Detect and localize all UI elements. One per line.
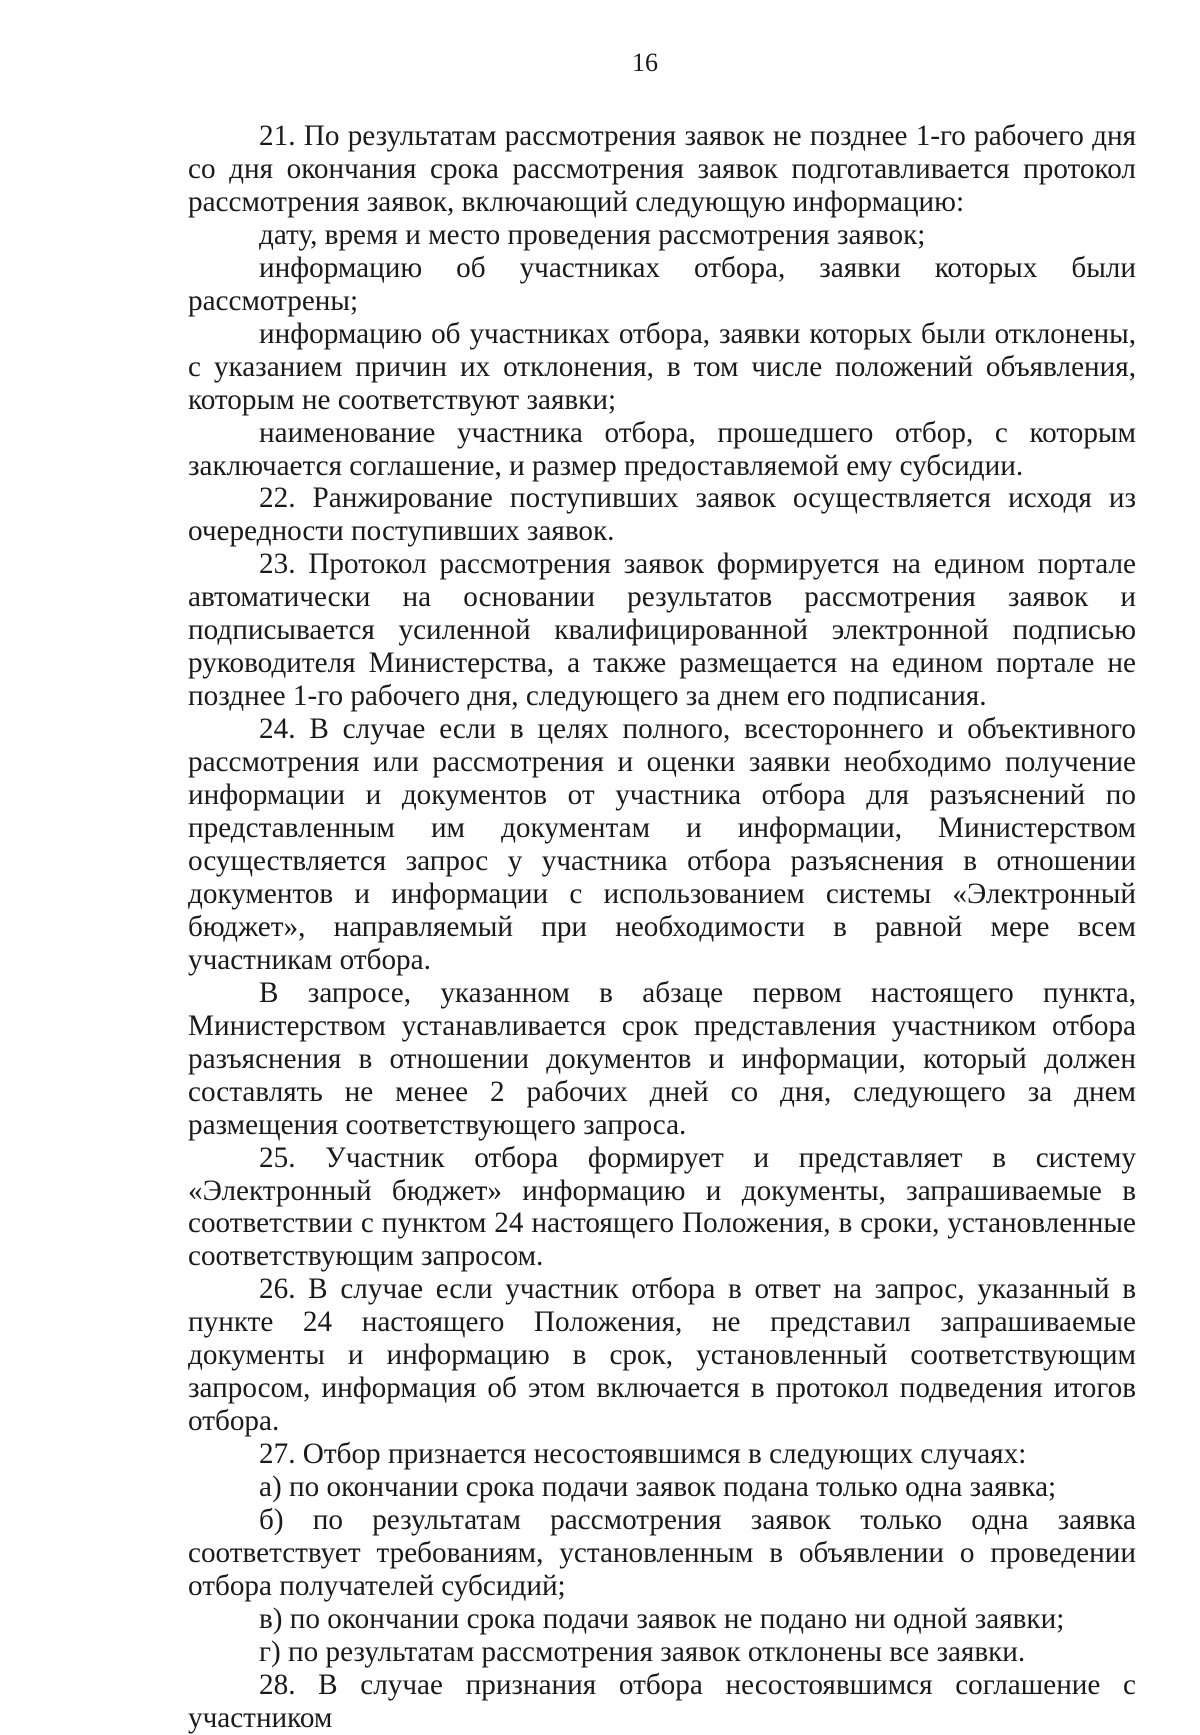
list-item-rejected-participants: информацию об участниках отбора, заявки которых были отклонены, с указанием причин их отклонения, в том числе положений объявления, которым не соответствуют заявки; <box>188 317 1136 416</box>
paragraph-28: 28. В случае признания отбора несостоявшимся соглашение с участником <box>188 1668 1136 1734</box>
paragraph-23: 23. Протокол рассмотрения заявок формируется на едином портале автоматически на основании результатов рассмотрения заявок и подписывается усиленной квалифицированной электронной подписью руководителя Министерства, а также размещается на едином портале не позднее 1-го рабочего дня, следующего за днем его подписания. <box>188 548 1136 713</box>
paragraph-22: 22. Ранжирование поступивших заявок осуществляется исходя из очередности поступивших заявок. <box>188 482 1136 548</box>
page-number: 16 <box>632 48 658 77</box>
paragraph-24-request: В запросе, указанном в абзаце первом настоящего пункта, Министерством устанавливается срок представления участником отбора разъяснения в отношении документов и информации, который должен составлять не менее 2 рабочих дней со дня, следующего за днем размещения соответствующего запроса. <box>188 976 1136 1141</box>
list-item-date-time-place: дату, время и место проведения рассмотрения заявок; <box>259 218 926 251</box>
list-item-g: г) по результатам рассмотрения заявок отклонены все заявки. <box>259 1635 1026 1668</box>
paragraph-25: 25. Участник отбора формирует и представляет в систему «Электронный бюджет» информацию и документы, запрашиваемые в соответствии с пунктом 24 настоящего Положения, в сроки, установленные соответствующим запросом. <box>188 1141 1136 1273</box>
list-item-v: в) по окончании срока подачи заявок не подано ни одной заявки; <box>259 1602 1065 1635</box>
list-item-considered-participants: информацию об участниках отбора, заявки которых были рассмотрены; <box>188 251 1136 317</box>
list-item-b: б) по результатам рассмотрения заявок только одна заявка соответствует требованиям, установленным в объявлении о проведении отбора получателей субсидий; <box>188 1504 1136 1602</box>
list-item-winner-name: наименование участника отбора, прошедшего отбор, с которым заключается соглашение, и размер предоставляемой ему субсидии. <box>188 416 1136 482</box>
paragraph-21: 21. По результатам рассмотрения заявок не позднее 1-го рабочего дня со дня окончания срока рассмотрения заявок подготавливается протокол рассмотрения заявок, включающий следующую информацию: <box>188 120 1136 218</box>
paragraph-27: 27. Отбор признается несостоявшимся в следующих случаях: <box>259 1438 1027 1471</box>
paragraph-26: 26. В случае если участник отбора в ответ на запрос, указанный в пункте 24 настоящего Положения, не представил запрашиваемые документы и информацию в срок, установленный соответствующим запросом, информация об этом включается в протокол подведения итогов отбора. <box>188 1273 1136 1438</box>
document-body <box>188 120 1136 1735</box>
paragraph-24: 24. В случае если в целях полного, всестороннего и объективного рассмотрения или рассмотрения и оценки заявки необходимо получение информации и документов от участника отбора для разъяснений по представленным им документам и информации, Министерством осуществляется запрос у участника отбора разъяснения в отношении документов и информации с использованием системы «Электронный бюджет», направляемый при необходимости в равной мере всем участникам отбора. <box>188 713 1136 976</box>
list-item-a: а) по окончании срока подачи заявок подана только одна заявка; <box>259 1471 1057 1504</box>
